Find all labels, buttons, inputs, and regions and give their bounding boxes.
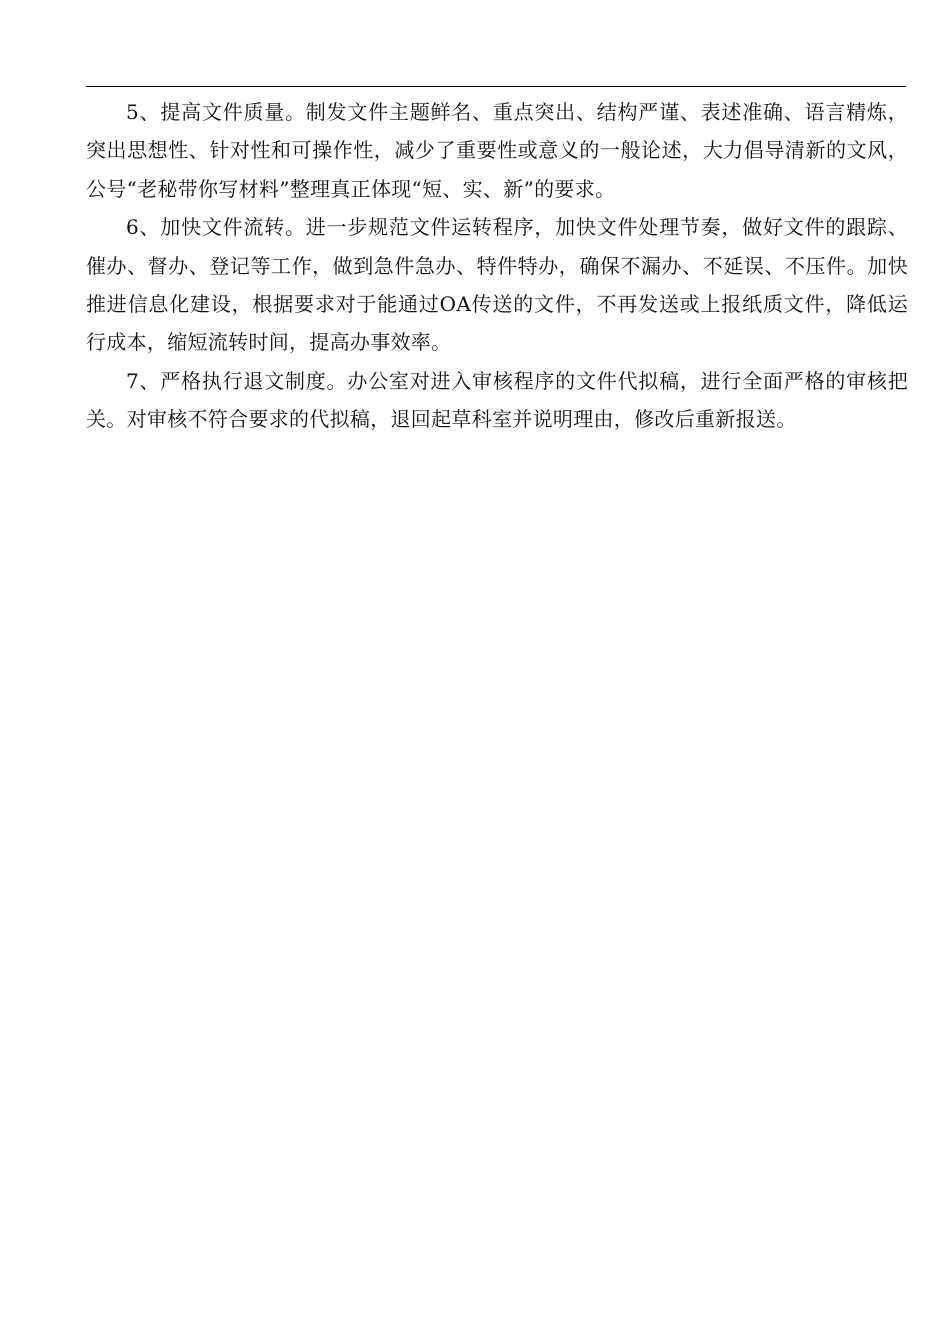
document-body [86,93,908,439]
paragraph-5: 5、提高文件质量。制发文件主题鲜名、重点突出、结构严谨、表述准确、语言精炼，突出思想性、针对性和可操作性，减少了重要性或意义的一般论述，大力倡导清新的文风，公号“老秘带你写材料”整理真正体现“短、实、新”的要求。 [86,100,908,201]
paragraph-7: 7、严格执行退文制度。办公室对进入审核程序的文件代拟稿，进行全面严格的审核把关。对审核不符合要求的代拟稿，退回起草科室并说明理由，修改后重新报送。 [86,368,908,432]
header-rule [86,86,906,87]
paragraph-6: 6、加快文件流转。进一步规范文件运转程序，加快文件处理节奏，做好文件的跟踪、催办、督办、登记等工作，做到急件急办、特件特办，确保不漏办、不延误、不压件。加快推进信息化建设，根据要求对于能通过OA传送的文件，不再发送或上报纸质文件，降低运行成本，缩短流转时间，提高办事效率。 [86,215,908,355]
